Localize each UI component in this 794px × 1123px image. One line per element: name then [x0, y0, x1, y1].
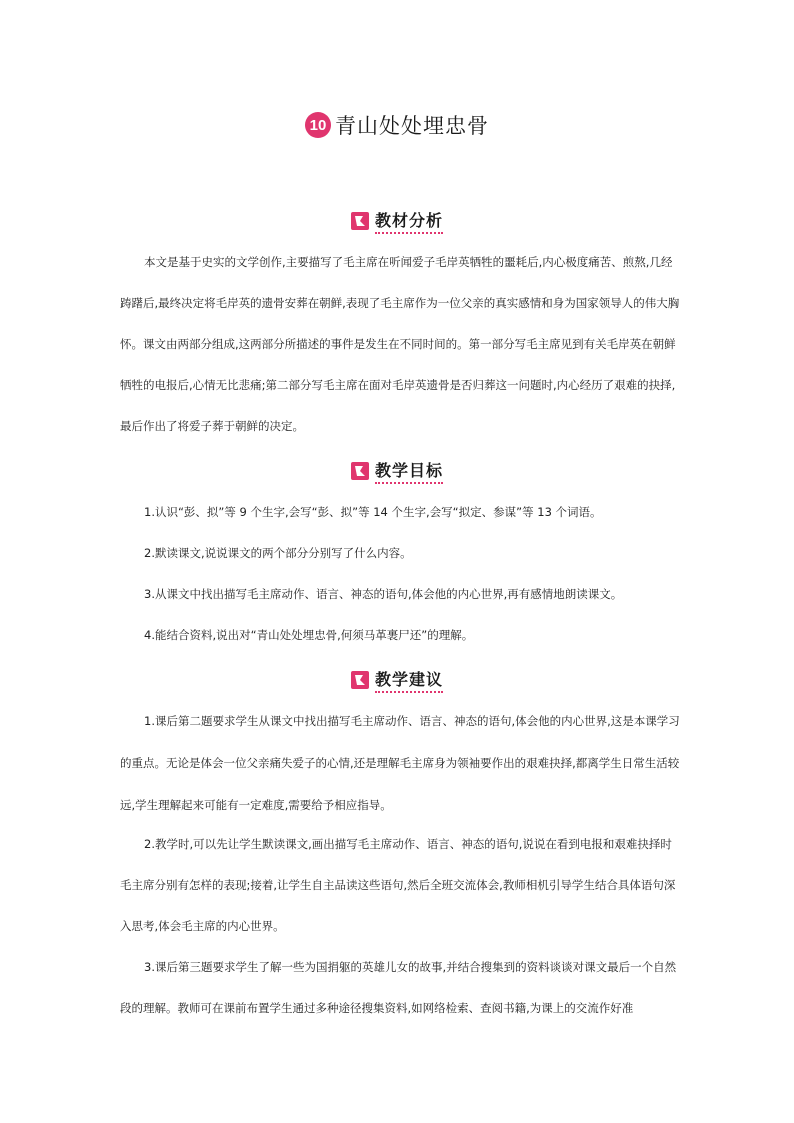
- paragraph-analysis: 本文是基于史实的文学创作,主要描写了毛主席在听闻爱子毛岸英牺牲的噩耗后,内心极度痛苦、煎熬,几经踌躇后,最终决定将毛岸英的遗骨安葬在朝鲜,表现了毛主席作为一位父亲的真实感情和身为国家领导人的伟大胸怀。课文由两部分组成,这两部分所描述的事件是发生在不同时间的。第一部分写毛主席见到有关毛岸英在朝鲜牺牲的电报后,心情无比悲痛;第二部分写毛主席在面对毛岸英遗骨是否归葬这一问题时,内心经历了艰难的抉择,最后作出了将爱子葬于朝鲜的决定。: [120, 255, 680, 433]
- section-bookmark-icon: [351, 212, 369, 230]
- suggestion-item-1: 1.课后第二题要求学生从课文中找出描写毛主席动作、语言、神态的语句,体会他的内心世界,这是本课学习的重点。无论是体会一位父亲痛失爱子的心情,还是理解毛主席身为领袖要作出的艰难抉择,都离学生日常生活较远,学生理解起来可能有一定难度,需要给予相应指导。: [120, 714, 680, 812]
- section-title: 教学建议: [375, 667, 443, 693]
- suggestion-item-2: 2.教学时,可以先让学生默读课文,画出描写毛主席动作、语言、神态的语句,说说在看到电报和艰难抉择时毛主席分别有怎样的表现;接着,让学生自主品读这些语句,然后全班交流体会,教师相机引导学生结合具体语句深入思考,体会毛主席的内心世界。: [120, 837, 676, 933]
- section-heading-goals: [0, 458, 794, 484]
- goal-item-3: 3.从课文中找出描写毛主席动作、语言、神态的语句,体会他的内心世界,再有感情地朗读课文。: [144, 587, 623, 601]
- lesson-number-badge: 10: [305, 112, 331, 138]
- goal-item-4: 4.能结合资料,说出对“青山处处埋忠骨,何须马革裹尸还”的理解。: [144, 628, 474, 642]
- section-title: 教学目标: [375, 458, 443, 484]
- goal-item-2: 2.默读课文,说说课文的两个部分分别写了什么内容。: [144, 546, 412, 560]
- suggestion-item-3: 3.课后第三题要求学生了解一些为国捐躯的英雄儿女的故事,并结合搜集到的资料谈谈对课文最后一个自然段的理解。教师可在课前布置学生通过多种途径搜集资料,如网络检索、查阅书籍,为课上的交流作好准: [120, 960, 677, 1015]
- section-heading-analysis: [0, 208, 794, 234]
- lesson-title: 青山处处埋忠骨: [335, 114, 489, 138]
- section-bookmark-icon: [351, 462, 369, 480]
- section-bookmark-icon: [351, 671, 369, 689]
- section-heading-suggestions: [0, 667, 794, 693]
- lesson-header: [0, 110, 794, 140]
- section-title: 教材分析: [375, 208, 443, 234]
- goal-item-1: 1.认识“彭、拟”等 9 个生字,会写“彭、拟”等 14 个生字,会写“拟定、参谋”等 13 个词语。: [144, 505, 602, 519]
